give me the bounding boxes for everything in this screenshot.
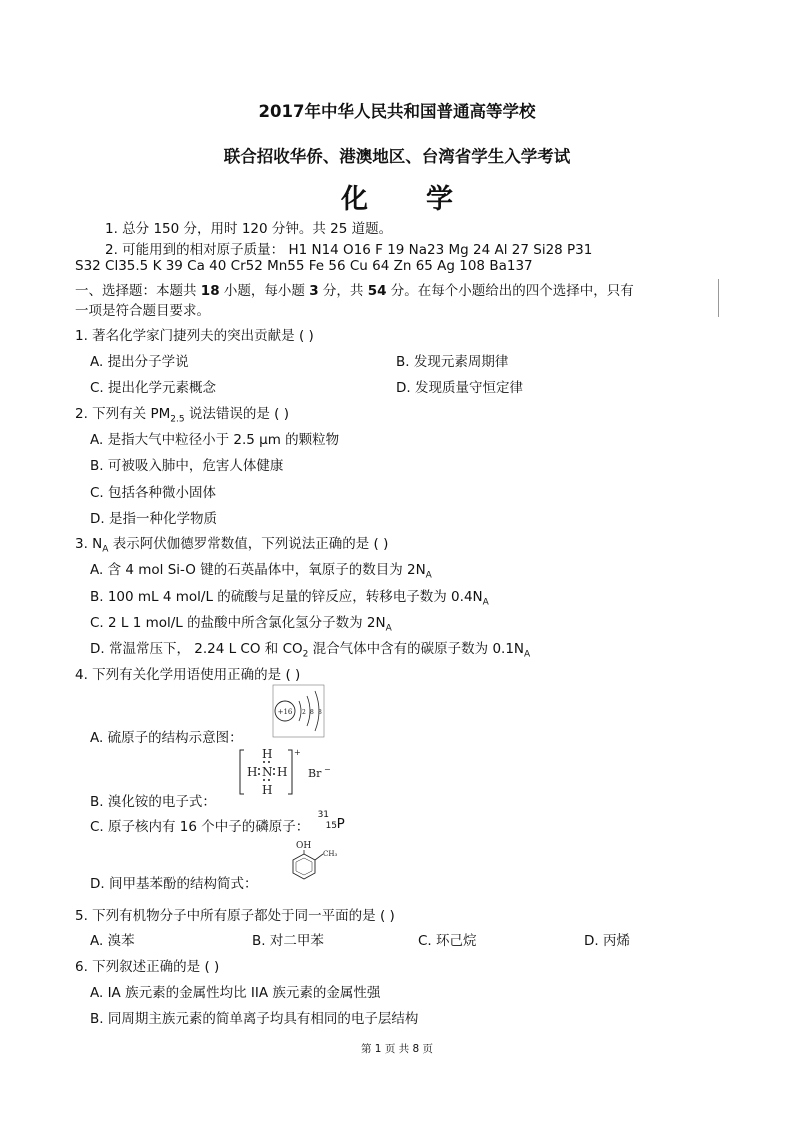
svg-text:H: H: [262, 747, 273, 761]
q5-stem: 5. 下列有机物分子中所有原子都处于同一平面的是 ( ): [75, 908, 395, 924]
m-cresol-structure: [288, 838, 342, 886]
q2-option-d: D. 是指一种化学物质: [90, 511, 217, 527]
svg-text:−: −: [324, 765, 331, 774]
instruction-1: 1. 总分 150 分，用时 120 分钟。共 25 道题。: [105, 221, 393, 237]
margin-rule: [718, 279, 719, 317]
q1-option-a: A. 提出分子学说: [90, 354, 189, 370]
q2-option-a: A. 是指大气中粒径小于 2.5 μm 的颗粒物: [90, 432, 340, 448]
ammonium-bromide-formula: [238, 744, 334, 800]
q4-option-c: C. 原子核内有 16 个中子的磷原子： 31 15 P: [90, 815, 350, 835]
q4-option-b: B. 溴化铵的电子式：: [90, 794, 216, 810]
shell-2-count: 8: [310, 709, 314, 716]
svg-text:N: N: [262, 765, 273, 779]
q5-option-c: C. 环己烷: [418, 933, 477, 949]
svg-text:OH: OH: [296, 841, 312, 851]
q3-option-d: D. 常温常压下， 2.24 L CO 和 $CO_2$ 混合气体中含有的碳原子数为 $0.1N_A$: [90, 641, 531, 660]
subject-heading: 化学: [341, 184, 511, 215]
q2-option-b: B. 可被吸入肺中，危害人体健康: [90, 458, 284, 474]
instruction-2: 2. 可能用到的相对原子质量： H1 N14 O16 F 19 Na23 Mg 24 Al 27 Si28 P31: [105, 242, 593, 258]
q1-option-b: B. 发现元素周期律: [396, 354, 509, 370]
svg-text:CH₃: CH₃: [323, 850, 338, 858]
exam-title-line2: 联合招收华侨、港澳地区、台湾省学生入学考试: [223, 147, 571, 166]
q6-stem: 6. 下列叙述正确的是 ( ): [75, 959, 220, 975]
q5-option-b: B. 对二甲苯: [252, 933, 324, 949]
instruction-2-cont: S32 Cl35.5 K 39 Ca 40 Cr52 Mn55 Fe 56 Cu 64 Zn 65 Ag 108 Ba137: [75, 258, 533, 274]
svg-text:+: +: [294, 748, 301, 757]
q3-option-b: B. 100 mL 4 mol/L 的硫酸与足量的锌反应，转移电子数为 $0.4N_A$: [90, 589, 489, 608]
q6-option-b: B. 同周期主族元素的简单离子均具有相同的电子层结构: [90, 1011, 419, 1027]
exam-title-line1: 2017年中华人民共和国普通高等学校: [258, 102, 536, 121]
sulfur-atom-diagram: [272, 684, 326, 738]
q1-option-d: D. 发现质量守恒定律: [396, 380, 523, 396]
svg-text:H: H: [277, 765, 288, 779]
nucleus-label: +16: [277, 708, 293, 716]
q6-option-a: A. IA 族元素的金属性均比 IIA 族元素的金属性强: [90, 985, 381, 1001]
q3-option-c: C. 2 L 1 mol/L 的盐酸中所含氯化氢分子数为 $2N_A$: [90, 615, 392, 634]
q1-stem: 1. 著名化学家门捷列夫的突出贡献是 ( ): [75, 328, 314, 344]
q4-option-a: A. 硫原子的结构示意图：: [90, 730, 243, 746]
q4-stem: 4. 下列有关化学用语使用正确的是 ( ): [75, 667, 301, 683]
shell-3-count: 8: [318, 709, 322, 716]
q2-stem: 2. 下列有关 $PM_{2.5}$ 说法错误的是 ( ): [75, 406, 290, 425]
section-heading: 一、选择题：本题共 18 小题，每小题 3 分，共 54 分。在每个小题给出的四个选择中，只有: [75, 283, 634, 299]
q1-option-c: C. 提出化学元素概念: [90, 380, 217, 396]
shell-1-count: 2: [302, 709, 306, 716]
page-footer: 第 1 页 共 8 页: [360, 1043, 434, 1055]
q4-option-d: D. 间甲基苯酚的结构简式：: [90, 876, 258, 892]
svg-text:H: H: [262, 783, 273, 797]
svg-text:H: H: [247, 765, 258, 779]
phosphorus-isotope: 31 15 P: [317, 810, 345, 832]
q3-stem: 3. $N_A$ 表示阿伏伽德罗常数值，下列说法正确的是 ( ): [75, 536, 389, 555]
q3-option-a: A. 含 4 mol Si-O 键的石英晶体中，氧原子的数目为 $2N_A$: [90, 562, 432, 581]
q5-option-d: D. 丙烯: [584, 933, 630, 949]
section-heading-cont: 一项是符合题目要求。: [75, 303, 210, 319]
q5-option-a: A. 溴苯: [90, 933, 135, 949]
svg-text:Br: Br: [308, 767, 322, 780]
q2-option-c: C. 包括各种微小固体: [90, 485, 217, 501]
